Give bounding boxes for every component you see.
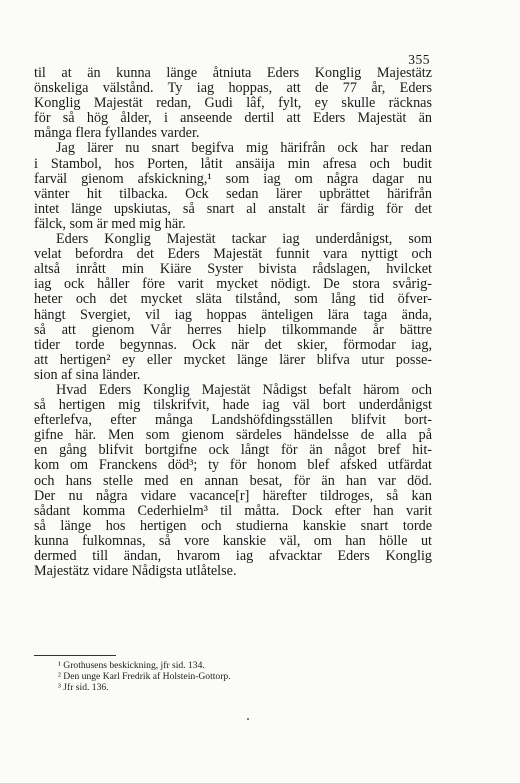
text-line: dermed till ändan, hvarom iag afvacktar Eders Konglig: [34, 548, 432, 564]
footnotes: [58, 660, 418, 694]
footnote: ² Den unge Karl Fredrik af Holstein-Gottorp.: [58, 671, 231, 683]
text-line: farväl gienom afskickning,¹ som iag om några dagar nu: [34, 170, 432, 187]
footnote-divider: [34, 655, 116, 656]
text-line: sion af sina länder.: [34, 366, 141, 383]
text-line: Majestätz vidare Nådigsta utlåtelse.: [34, 563, 237, 580]
text-line: fälck, som är med mig här.: [34, 215, 186, 232]
text-line: Der nu några vidare vacance[r] härefter tildroges, så kan: [34, 487, 432, 504]
text-line: att hertigen² ey eller mycket länge lärer blifva utur posse-: [34, 351, 432, 368]
text-line: kom om Franckens död³; ty för honom blef afsked utfärdat: [34, 457, 432, 474]
text-line: vänter hit tilbacka. Ock sedan lärer upbrättet härifrån: [34, 185, 432, 202]
text-line: Eders Konglig Majestät tackar iag underdånigst, som: [56, 231, 432, 248]
print-speck: [247, 718, 249, 720]
text-line: til at än kunna länge åtniuta Eders Konglig Majestätz: [34, 65, 432, 81]
page-number: 355: [408, 52, 430, 67]
text-line: intet länge upskiutas, så snart al anstalt är färdig för det: [34, 200, 432, 217]
text-line: Jag lärer nu snart begifva mig härifrån ock har redan: [56, 140, 432, 157]
text-line: kunna fulkomnas, så vore kanskie väl, om han hölle ut: [34, 532, 432, 549]
text-line: tider torde begynnas. Ock när det skier, förmodar iag,: [34, 336, 432, 353]
text-line: en gång blifvit bortgifne ock långt för än något bref hit-: [34, 442, 432, 459]
text-line: efterlefva, efter många Landshöfdingsställen blifvit bort-: [34, 412, 432, 429]
footnote: ¹ Grothusens beskickning, jfr sid. 134.: [58, 660, 205, 671]
text-line: och hans stelle med en annan besat, för än han var död.: [34, 472, 432, 489]
text-line: önskeliga välstånd. Ty iag hoppas, att de 77 år, Eders: [34, 80, 432, 97]
text-line: så länge hos hertigen och studierna kanskie snart torde: [34, 517, 432, 534]
text-line: velat befordra det Eders Majestät funnit vara nyttigt och: [34, 246, 432, 263]
text-line: så att gienom Vår herres hielp tilkommande år bättre: [34, 321, 432, 338]
text-line: så hertigen mig tilskrifvit, hade iag väl bort underdånigst: [34, 397, 432, 414]
text-line: för så hög ålder, i anseende dertil att Eders Majestät än: [34, 110, 432, 127]
text-line: altså inrått min Kiäre Syster bivista rådslagen, hvilcket: [34, 261, 432, 278]
text-line: sådant komma Cederhielm³ til måtta. Dock efter han varit: [34, 502, 432, 519]
text-line: gifne här. Men som gienom särdeles händelsse de alla på: [34, 427, 432, 444]
text-line: heter och det mycket släta tilstånd, som lång tid öfver-: [34, 291, 432, 308]
body-text: [34, 66, 432, 579]
footnote: ³ Jfr sid. 136.: [58, 682, 109, 694]
text-line: iag ock håller före varit mycket nödigt. De stora svårig-: [34, 276, 432, 293]
text-line: många flera fyllandes varder.: [34, 125, 200, 142]
text-line: Konglig Majestät redan, Gudi lâf, fylt, ey skulle räcknas: [34, 95, 432, 112]
text-line: hängt Svergiet, vil iag hoppas änteligen lära taga ända,: [34, 306, 432, 323]
text-line: i Stambol, hos Porten, låtit ansäija min afresa och budit: [34, 155, 432, 172]
text-line: Hvad Eders Konglig Majestät Nådigst befalt härom och: [56, 381, 432, 398]
